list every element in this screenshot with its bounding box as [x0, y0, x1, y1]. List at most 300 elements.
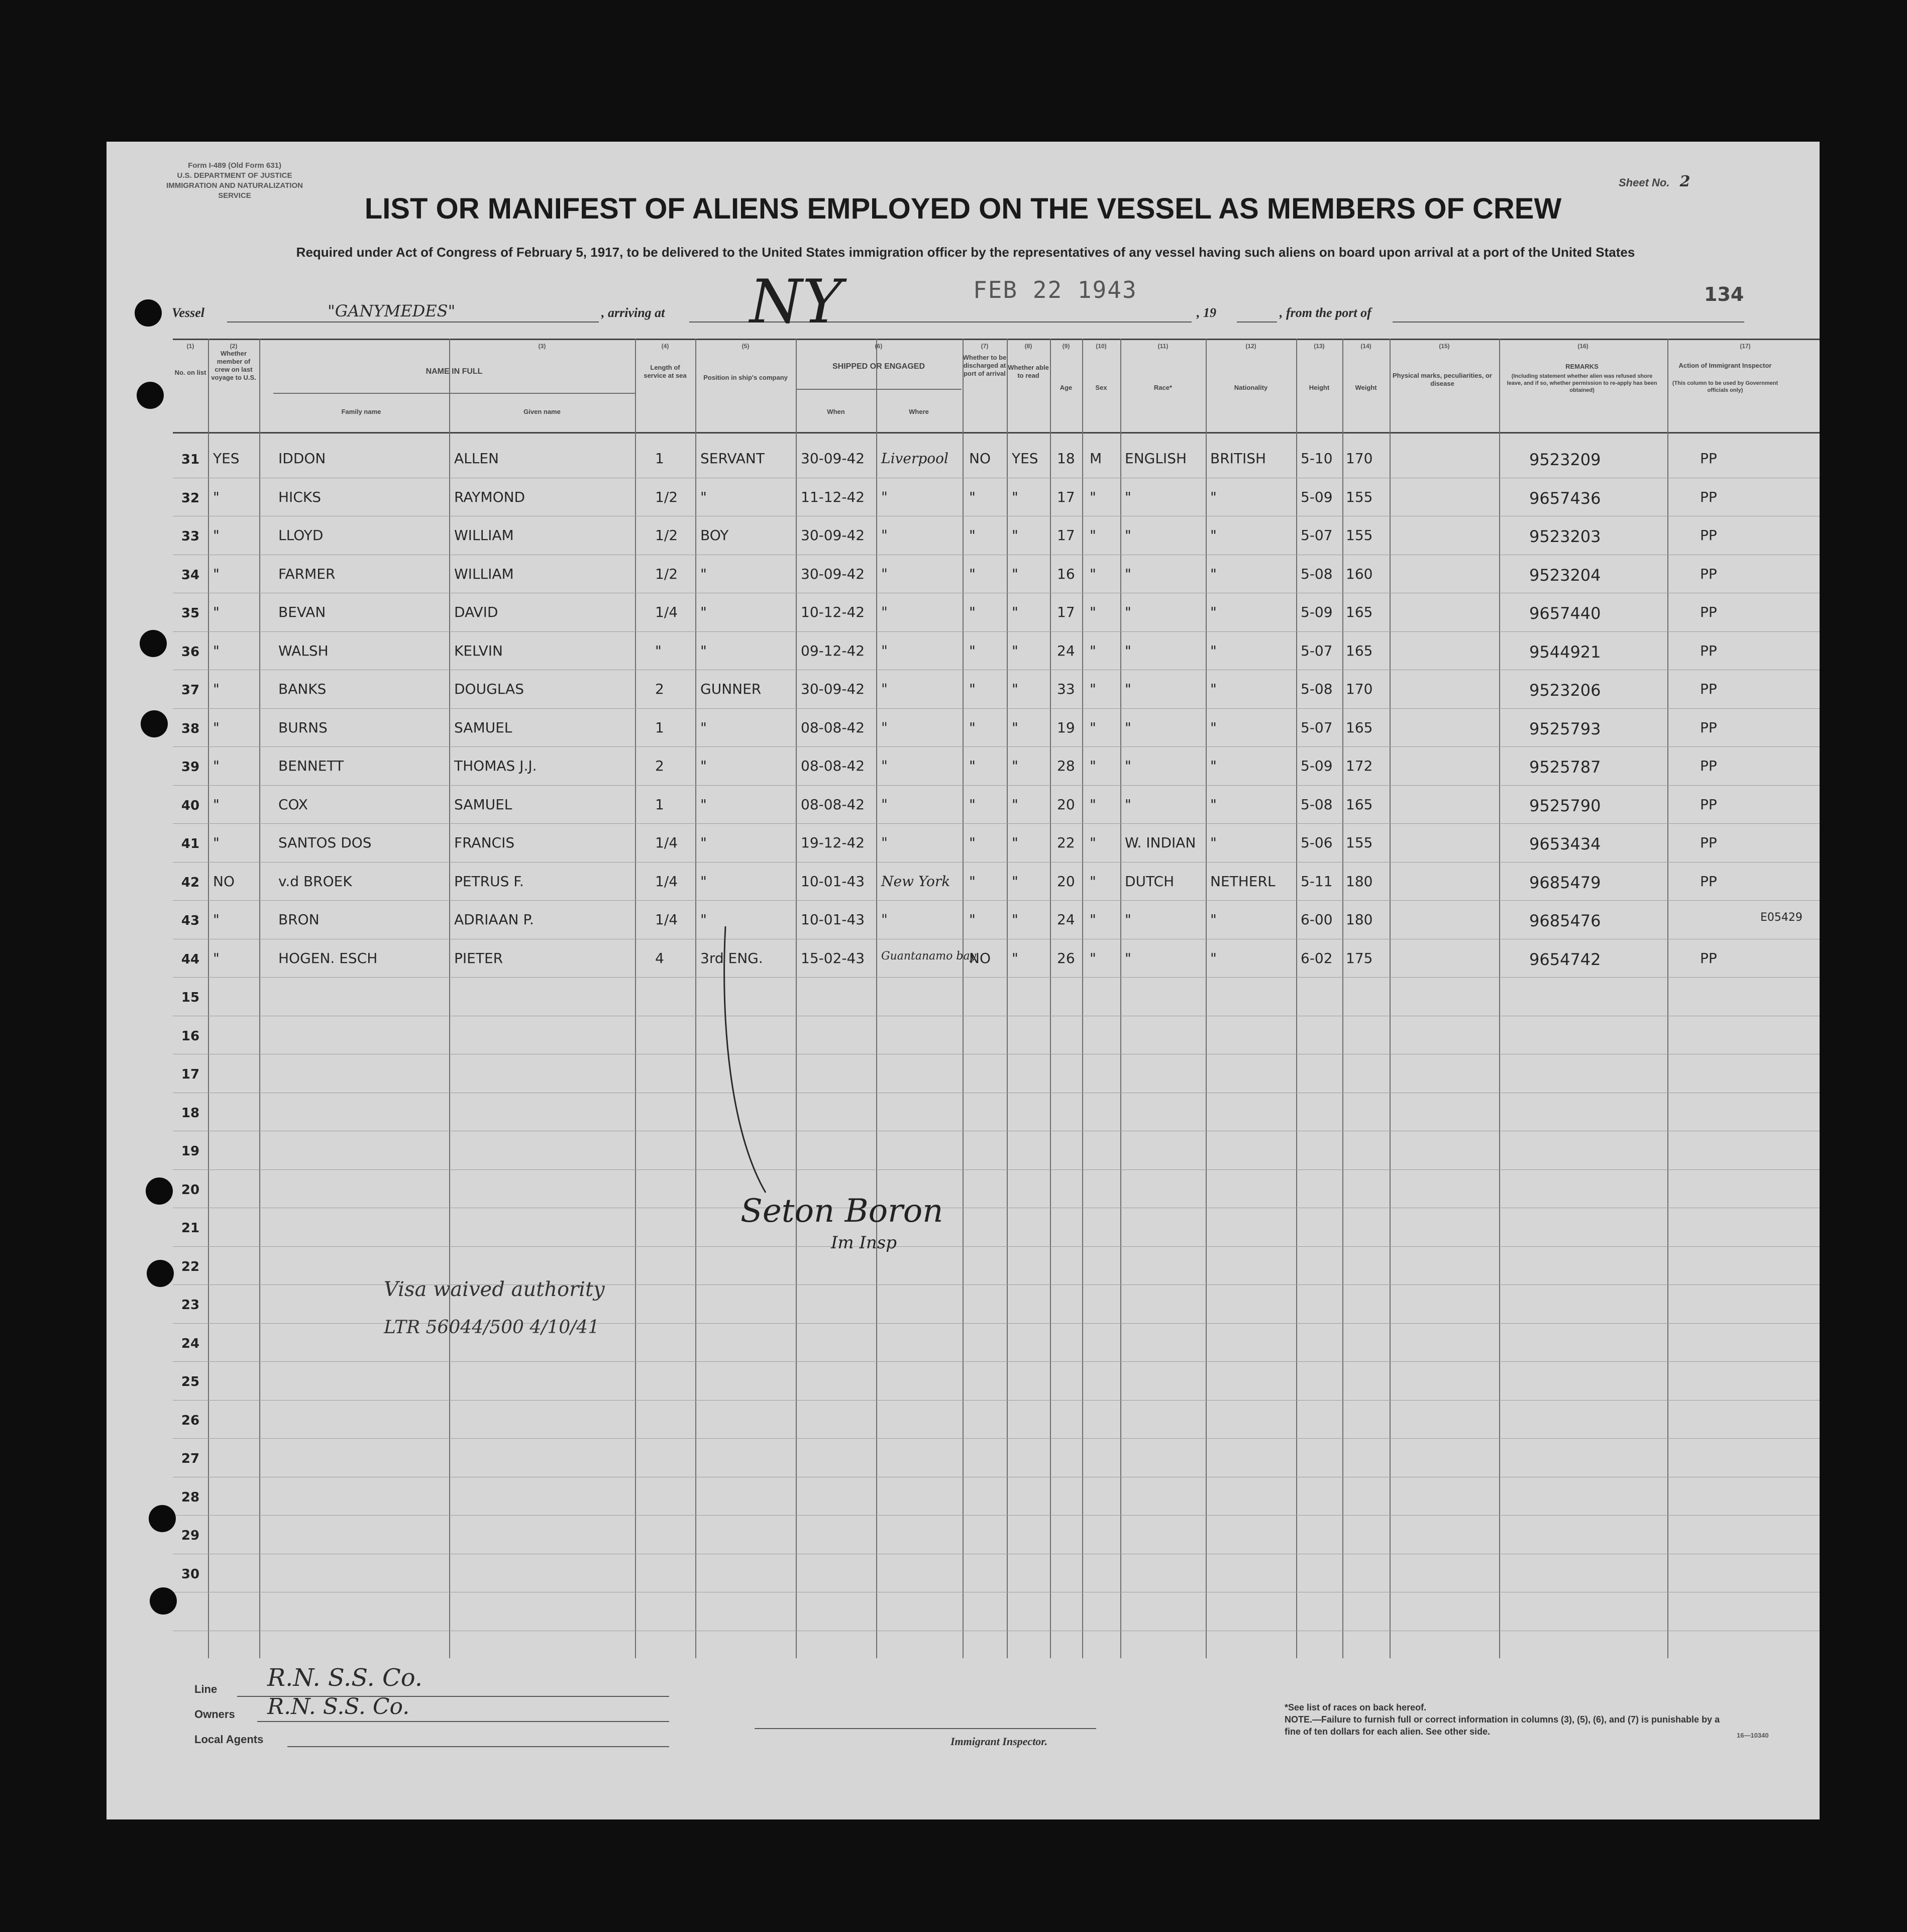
empty-row-number: 23	[181, 1298, 200, 1313]
crew-table	[173, 339, 1820, 1658]
cell-family: BEVAN	[278, 604, 326, 620]
name-divider	[273, 393, 635, 394]
cell-action: PP	[1700, 527, 1717, 544]
column-divider	[1082, 339, 1083, 1658]
cell-action: PP	[1700, 642, 1717, 659]
row-rule	[173, 1515, 1820, 1516]
cell-when: 15-02-43	[801, 949, 865, 967]
empty-row-number: 22	[181, 1259, 200, 1274]
cell-position: "	[700, 642, 707, 659]
cell-family: IDDON	[278, 450, 326, 467]
header-shipped-engaged: SHIPPED OR ENGAGED	[832, 362, 925, 371]
cell-given: PETRUS F.	[454, 873, 524, 890]
cell-action: PP	[1700, 796, 1717, 813]
vessel-line	[107, 296, 1820, 327]
cell-service: 1	[655, 450, 664, 467]
cell-position: BOY	[700, 527, 729, 544]
cell-sex: "	[1090, 488, 1096, 505]
column-number: (5)	[741, 343, 750, 350]
row-rule	[173, 1246, 1820, 1247]
cell-nat: "	[1210, 834, 1217, 851]
cell-sex: "	[1090, 873, 1096, 890]
row-rule	[173, 708, 1820, 709]
punch-hole	[150, 1587, 177, 1615]
cell-service: 2	[655, 758, 664, 774]
sheet-number-value: 2	[1679, 173, 1690, 190]
cell-family: BURNS	[278, 719, 328, 736]
cell-where: "	[881, 681, 888, 697]
row-number: 36	[181, 644, 200, 660]
cell-age: 24	[1057, 911, 1075, 928]
cell-height: 5-09	[1301, 604, 1333, 620]
cell-given: ALLEN	[454, 450, 499, 467]
cell-height: 5-07	[1301, 719, 1333, 736]
cell-family: BANKS	[278, 681, 327, 697]
cell-height: 5-11	[1301, 873, 1333, 890]
cell-weight: 160	[1346, 565, 1373, 582]
column-divider	[1206, 339, 1207, 1658]
cell-weight: 170	[1346, 450, 1373, 467]
cell-prev: "	[213, 681, 220, 697]
cell-nat: "	[1210, 719, 1217, 736]
cell-age: 24	[1057, 642, 1075, 659]
cell-age: 17	[1057, 527, 1075, 544]
header-bottom-rule	[173, 432, 1820, 434]
cell-sex: "	[1090, 949, 1096, 967]
cell-family: FARMER	[278, 565, 336, 582]
column-number: (7)	[981, 343, 989, 350]
from-port-label: , from the port of	[1280, 305, 1371, 320]
empty-row-number: 18	[181, 1105, 200, 1121]
cell-position: "	[700, 604, 707, 620]
cell-age: 16	[1057, 565, 1075, 582]
cell-prev: "	[213, 565, 220, 582]
cell-race: "	[1125, 604, 1131, 620]
cell-when: 08-08-42	[801, 758, 865, 774]
cell-given: DOUGLAS	[454, 681, 524, 697]
cell-action: PP	[1700, 604, 1717, 620]
cell-age: 17	[1057, 488, 1075, 505]
row-number: 43	[181, 913, 200, 928]
cell-where: "	[881, 642, 888, 659]
cell-height: 5-10	[1301, 450, 1333, 467]
cell-position: GUNNER	[700, 681, 762, 697]
cell-height: 5-09	[1301, 758, 1333, 774]
cell-remarks: 9685476	[1529, 911, 1601, 930]
column-number: (11)	[1157, 343, 1169, 350]
sheet-number-label: Sheet No.	[1619, 176, 1670, 189]
cell-age: 28	[1057, 758, 1075, 774]
cell-given: DAVID	[454, 604, 498, 620]
cell-height: 5-07	[1301, 527, 1333, 544]
cell-read: "	[1012, 565, 1018, 582]
cell-prev: "	[213, 719, 220, 736]
empty-row-number: 21	[181, 1221, 200, 1236]
cell-disch: "	[969, 488, 976, 505]
column-divider	[1499, 339, 1500, 1658]
cell-when: 10-12-42	[801, 604, 865, 620]
cell-service: 1	[655, 719, 664, 736]
cell-where: "	[881, 834, 888, 851]
header-able-read: Whether able to read	[1008, 364, 1049, 379]
cell-sex: M	[1090, 450, 1102, 467]
cell-position: "	[700, 758, 707, 774]
header-physical-marks: Physical marks, peculiarities, or disease	[1393, 372, 1492, 387]
cell-read: "	[1012, 604, 1018, 620]
cell-disch: "	[969, 834, 976, 851]
cell-service: 1/4	[655, 834, 678, 851]
cell-disch: "	[969, 911, 976, 928]
row-number: 40	[181, 798, 200, 813]
cell-action: PP	[1700, 758, 1717, 774]
cell-where: "	[881, 719, 888, 736]
empty-row-number: 30	[181, 1566, 200, 1582]
cell-where: "	[881, 527, 888, 544]
empty-row-number: 25	[181, 1374, 200, 1389]
cell-action: PP	[1700, 681, 1717, 697]
cell-when: 11-12-42	[801, 488, 865, 505]
cell-remarks: 9523204	[1529, 565, 1601, 585]
cell-weight: 155	[1346, 488, 1373, 505]
cell-age: 33	[1057, 681, 1075, 697]
cell-when: 30-09-42	[801, 681, 865, 697]
line-label: Line	[194, 1683, 218, 1695]
empty-row-number: 26	[181, 1413, 200, 1428]
cell-prev: "	[213, 642, 220, 659]
column-divider	[449, 339, 450, 1658]
column-divider	[1342, 339, 1343, 1658]
cell-action: PP	[1700, 565, 1717, 582]
row-rule	[173, 631, 1820, 632]
header-weight: Weight	[1355, 384, 1377, 391]
column-divider	[1007, 339, 1008, 1658]
cell-race: "	[1125, 949, 1131, 967]
cell-family: BENNETT	[278, 758, 344, 774]
cell-position: "	[700, 834, 707, 851]
cell-sex: "	[1090, 681, 1096, 697]
empty-row-number: 27	[181, 1451, 200, 1466]
cell-service: 2	[655, 681, 664, 697]
cell-disch: "	[969, 604, 976, 620]
service-line: IMMIGRATION AND NATURALIZATION SERVICE	[166, 181, 303, 200]
column-number: (10)	[1096, 343, 1107, 350]
row-number: 35	[181, 606, 200, 621]
cell-position: 3rd ENG.	[700, 949, 763, 967]
empty-row-number: 15	[181, 990, 200, 1005]
cell-action: PP	[1700, 450, 1717, 467]
row-rule	[173, 1361, 1820, 1362]
cell-race: "	[1125, 488, 1131, 505]
column-divider	[208, 339, 209, 1658]
cell-action: PP	[1700, 949, 1717, 967]
empty-row-number: 20	[181, 1182, 200, 1198]
column-number: (4)	[661, 343, 669, 350]
cell-weight: 175	[1346, 949, 1373, 967]
punch-hole	[146, 1177, 173, 1205]
cell-service: 1/2	[655, 565, 678, 582]
cell-when: 30-09-42	[801, 527, 865, 544]
column-number: (8)	[1024, 343, 1032, 350]
cell-remarks: 9523203	[1529, 527, 1601, 546]
cell-height: 6-02	[1301, 949, 1333, 967]
cell-where: "	[881, 758, 888, 774]
cell-race: "	[1125, 527, 1131, 544]
column-number: (16)	[1577, 343, 1588, 350]
cell-age: 20	[1057, 873, 1075, 890]
row-number: 34	[181, 567, 200, 583]
header-remarks-note: (Including statement whether alien was refused shore leave, and if so, whether permission to re-apply has been obtained)	[1507, 373, 1657, 393]
cell-disch: "	[969, 642, 976, 659]
column-divider	[1050, 339, 1051, 1658]
cell-remarks: 9523209	[1529, 450, 1601, 469]
signature-flourish	[715, 921, 776, 1203]
cell-read: "	[1012, 949, 1018, 967]
row-rule	[173, 746, 1820, 747]
cell-remarks: 9685479	[1529, 873, 1601, 892]
cell-service: 1/2	[655, 488, 678, 505]
cell-family: WALSH	[278, 642, 329, 659]
agents-underline	[287, 1746, 669, 1747]
cell-height: 5-07	[1301, 642, 1333, 659]
cell-prev: "	[213, 758, 220, 774]
cell-prev: "	[213, 834, 220, 851]
cell-given: ADRIAAN P.	[454, 911, 534, 928]
cell-disch: "	[969, 681, 976, 697]
cell-remarks: 9544921	[1529, 642, 1601, 662]
arriving-port-handwritten: NY	[750, 267, 842, 337]
cell-prev: YES	[213, 450, 240, 467]
row-rule	[173, 785, 1820, 786]
cell-age: 20	[1057, 796, 1075, 813]
cell-sex: "	[1090, 758, 1096, 774]
empty-row-number: 29	[181, 1528, 200, 1543]
column-number: (9)	[1062, 343, 1070, 350]
header-when: When	[827, 408, 845, 415]
cell-height: 5-06	[1301, 834, 1333, 851]
cell-race: W. INDIAN	[1125, 834, 1196, 851]
visa-note-line2: LTR 56044/500 4/10/41	[384, 1317, 600, 1338]
cell-age: 19	[1057, 719, 1075, 736]
cell-given: SAMUEL	[454, 796, 512, 813]
cell-family: BRON	[278, 911, 320, 928]
owners-value: R.N. S.S. Co.	[267, 1694, 410, 1720]
cell-height: 5-08	[1301, 796, 1333, 813]
form-code: 16—10340	[1737, 1732, 1769, 1739]
page-number: 134	[1704, 283, 1744, 305]
cell-family: HICKS	[278, 488, 321, 505]
empty-row-number: 17	[181, 1067, 200, 1082]
cell-age: 22	[1057, 834, 1075, 851]
row-number: 41	[181, 836, 200, 851]
cell-nat: "	[1210, 681, 1217, 697]
cell-prev: "	[213, 949, 220, 967]
year-label: , 19	[1197, 305, 1216, 320]
immigrant-inspector-label: Immigrant Inspector.	[950, 1735, 1048, 1748]
column-number: (14)	[1360, 343, 1371, 350]
vessel-label: Vessel	[172, 305, 204, 320]
column-divider	[1390, 339, 1391, 1658]
punch-hole	[137, 382, 164, 409]
header-sex: Sex	[1095, 384, 1107, 391]
row-number: 38	[181, 721, 200, 736]
row-number: 39	[181, 760, 200, 775]
cell-position: "	[700, 911, 707, 928]
cell-action: PP	[1700, 873, 1717, 890]
empty-row-number: 19	[181, 1144, 200, 1159]
cell-race: ENGLISH	[1125, 450, 1187, 467]
cell-race: "	[1125, 758, 1131, 774]
arriving-label: , arriving at	[601, 305, 665, 320]
header-family-name: Family name	[341, 408, 381, 415]
row-rule	[173, 1400, 1820, 1401]
column-number: (12)	[1245, 343, 1256, 350]
cell-prev: "	[213, 604, 220, 620]
cell-nat: "	[1210, 604, 1217, 620]
row-rule	[173, 900, 1820, 901]
cell-read: "	[1012, 834, 1018, 851]
header-where: Where	[909, 408, 929, 415]
cell-family: HOGEN. ESCH	[278, 949, 378, 967]
empty-row-number: 24	[181, 1336, 200, 1351]
cell-read: "	[1012, 527, 1018, 544]
date-stamp: FEB 22 1943	[973, 276, 1137, 303]
cell-race: "	[1125, 911, 1131, 928]
cell-prev: "	[213, 796, 220, 813]
cell-age: 17	[1057, 604, 1075, 620]
header-remarks: REMARKS	[1565, 363, 1599, 370]
cell-disch: "	[969, 796, 976, 813]
cell-where: New York	[881, 873, 950, 890]
cell-action: PP	[1700, 834, 1717, 851]
document-title: LIST OR MANIFEST OF ALIENS EMPLOYED ON THE VESSEL AS MEMBERS OF CREW	[364, 192, 1562, 225]
cell-prev: NO	[213, 873, 235, 890]
cell-weight: 165	[1346, 642, 1373, 659]
cell-sex: "	[1090, 565, 1096, 582]
cell-position: "	[700, 488, 707, 505]
empty-row-number: 28	[181, 1489, 200, 1505]
column-number: (17)	[1740, 343, 1751, 350]
cell-remarks: 9523206	[1529, 681, 1601, 700]
row-rule	[173, 977, 1820, 978]
cell-height: 6-00	[1301, 911, 1333, 928]
inspector-signature: Seton Boron	[740, 1193, 943, 1230]
cell-read: "	[1012, 642, 1018, 659]
row-number: 31	[181, 452, 200, 467]
punch-hole	[135, 299, 162, 327]
cell-read: "	[1012, 911, 1018, 928]
column-divider	[876, 339, 877, 1658]
year-underline	[1237, 321, 1277, 323]
cell-service: 1	[655, 796, 664, 813]
cell-nat: "	[1210, 488, 1217, 505]
cell-given: FRANCIS	[454, 834, 515, 851]
row-rule	[173, 862, 1820, 863]
column-divider	[259, 339, 260, 1658]
cell-action: E05429	[1760, 911, 1803, 924]
shipped-divider	[796, 389, 962, 390]
cell-given: RAYMOND	[454, 488, 525, 505]
cell-sex: "	[1090, 642, 1096, 659]
cell-remarks: 9525787	[1529, 758, 1601, 777]
vessel-name: "GANYMEDES"	[328, 301, 456, 320]
cell-sex: "	[1090, 796, 1096, 813]
row-number: 37	[181, 683, 200, 698]
cell-nat: BRITISH	[1210, 450, 1266, 467]
cell-when: 10-01-43	[801, 911, 865, 928]
empty-row-number: 16	[181, 1028, 200, 1044]
row-number: 42	[181, 875, 200, 890]
cell-disch: NO	[969, 450, 991, 467]
column-divider	[1296, 339, 1297, 1658]
cell-prev: "	[213, 911, 220, 928]
cell-when: 09-12-42	[801, 642, 865, 659]
column-divider	[796, 339, 797, 1658]
cell-disch: "	[969, 873, 976, 890]
punch-hole	[149, 1505, 176, 1532]
cell-prev: "	[213, 527, 220, 544]
column-number: (2)	[230, 343, 238, 350]
column-number: (6)	[875, 343, 883, 350]
cell-family: COX	[278, 796, 308, 813]
header-prev-voyage: Whether member of crew on last voyage to U.S.	[211, 350, 256, 381]
punch-hole	[141, 710, 168, 737]
owners-label: Owners	[194, 1708, 235, 1721]
cell-nat: "	[1210, 642, 1217, 659]
cell-nat: "	[1210, 796, 1217, 813]
cell-sex: "	[1090, 527, 1096, 544]
cell-service: 1/2	[655, 527, 678, 544]
cell-disch: "	[969, 719, 976, 736]
vessel-underline	[227, 321, 599, 323]
local-agents-label: Local Agents	[194, 1733, 264, 1746]
cell-weight: 172	[1346, 758, 1373, 774]
column-number: (1)	[186, 343, 194, 350]
header-length-service: Length of service at sea	[644, 364, 687, 379]
cell-when: 10-01-43	[801, 873, 865, 890]
cell-remarks: 9525790	[1529, 796, 1601, 815]
punch-hole	[147, 1260, 174, 1287]
column-number: (15)	[1439, 343, 1450, 350]
cell-read: "	[1012, 488, 1018, 505]
cell-age: 26	[1057, 949, 1075, 967]
cell-when: 08-08-42	[801, 719, 865, 736]
cell-race: "	[1125, 565, 1131, 582]
cell-given: THOMAS J.J.	[454, 758, 537, 774]
cell-race: "	[1125, 642, 1131, 659]
cell-service: 4	[655, 949, 664, 967]
row-rule	[173, 1169, 1820, 1170]
cell-when: 30-09-42	[801, 565, 865, 582]
from-port-underline	[1393, 321, 1744, 323]
document-subtitle: Required under Act of Congress of February 5, 1917, to be delivered to the United States immigration officer by the representatives of any vessel having such aliens on board upon arrival at a port of the United States	[296, 245, 1635, 260]
cell-where: "	[881, 565, 888, 582]
cell-weight: 165	[1346, 719, 1373, 736]
cell-sex: "	[1090, 911, 1096, 928]
cell-weight: 180	[1346, 873, 1373, 890]
cell-race: "	[1125, 681, 1131, 697]
cell-position: "	[700, 873, 707, 890]
cell-nat: "	[1210, 758, 1217, 774]
cell-when: 19-12-42	[801, 834, 865, 851]
cell-read: "	[1012, 719, 1018, 736]
cell-disch: "	[969, 527, 976, 544]
header-no: No. on list	[174, 369, 206, 376]
inspector-signature-title: Im Insp	[831, 1233, 897, 1253]
form-id-line: Form I-489 (Old Form 631)	[188, 161, 281, 170]
races-note: *See list of races on back hereof.	[1285, 1702, 1427, 1712]
department-line: U.S. DEPARTMENT OF JUSTICE	[177, 171, 292, 180]
cell-action: PP	[1700, 488, 1717, 505]
